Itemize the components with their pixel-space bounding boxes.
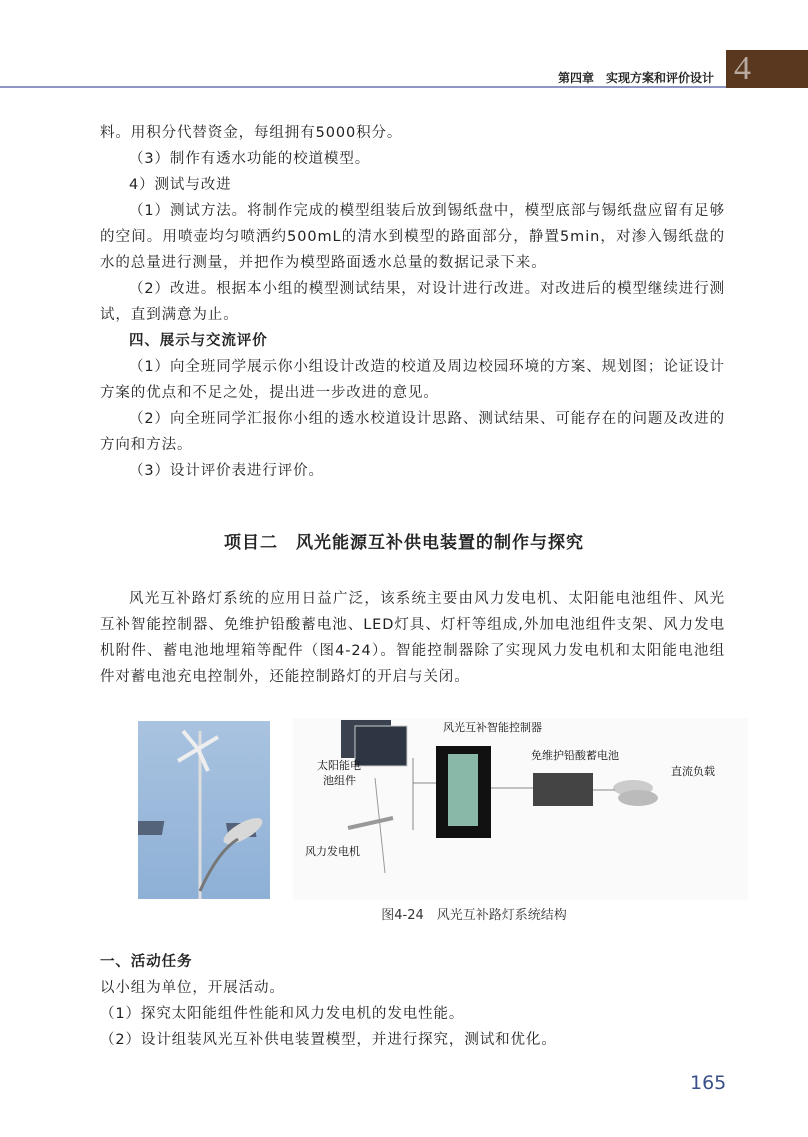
figure-caption: 图4-24 风光互补路灯系统结构: [381, 908, 567, 923]
paragraph: （1）测试方法。将制作完成的模型组装后放到锡纸盘中，模型底部与锡纸盘应留有足够的空间。用喷壶均匀喷洒约500mL的清水到模型的路面部分，静置5min，对渗入锡纸盘的水的总量进行测量，并把作为模型路面透水总量的数据记录下来。: [100, 203, 725, 271]
label-controller: 风光互补智能控制器: [443, 721, 542, 734]
activity-heading: 一、活动任务: [100, 954, 193, 970]
label-load: 直流负载: [671, 765, 715, 778]
chapter-tab: [726, 50, 808, 88]
chapter-number: 4: [734, 50, 751, 87]
label-battery: 免维护铅酸蓄电池: [531, 749, 619, 762]
label-wind: 风力发电机: [305, 845, 360, 858]
street-light-photo: [138, 721, 270, 899]
section-heading: 四、展示与交流评价: [129, 333, 268, 349]
paragraph: （2）向全班同学汇报你小组的透水校道设计思路、测试结果、可能存在的问题及改进的方向和方法。: [100, 411, 725, 453]
page-number: 165: [690, 1072, 727, 1094]
activity-line: （1）探究太阳能组件性能和风力发电机的发电性能。: [100, 1006, 465, 1022]
chapter-title: 第四章 实现方案和评价设计: [557, 71, 714, 85]
activity-line: （2）设计组装风光互补供电装置模型，并进行探究，测试和优化。: [100, 1032, 557, 1048]
label-solar-line2: 池组件: [323, 774, 356, 787]
diagram-graphics: [293, 718, 748, 900]
activity-line: 以小组为单位，开展活动。: [100, 980, 285, 996]
subheading: 4）测试与改进: [129, 177, 232, 193]
project-title: 项目二 风光能源互补供电装置的制作与探究: [224, 533, 584, 553]
top-text: [100, 120, 725, 484]
header-rule: [0, 86, 726, 88]
paragraph: （3）设计评价表进行评价。: [129, 463, 324, 479]
intro-paragraph: 风光互补路灯系统的应用日益广泛，该系统主要由风力发电机、太阳能电池组件、风光互补智能控制器、免维护铅酸蓄电池、LED灯具、灯杆等组成,外加电池组件支架、风力发电机附件、蓄电池地埋箱等配件（图4-24）。智能控制器除了实现风力发电机和太阳能电池组件对蓄电池充电控制外，还能控制路灯的开启与关闭。: [100, 591, 725, 685]
paragraph: 料。用积分代替资金，每组拥有5000积分。: [100, 125, 403, 141]
system-diagram: [293, 718, 748, 900]
paragraph: （1）向全班同学展示你小组设计改造的校道及周边校园环境的方案、规划图；论证设计方案的优点和不足之处，提出进一步改进的意见。: [100, 359, 725, 401]
paragraph: （2）改进。根据本小组的模型测试结果，对设计进行改进。对改进后的模型继续进行测试，直到满意为止。: [100, 281, 725, 323]
street-light-image: [138, 721, 270, 899]
figure: [138, 718, 748, 900]
label-solar-line1: 太阳能电: [317, 759, 361, 772]
paragraph: （3）制作有透水功能的校道模型。: [129, 151, 371, 167]
